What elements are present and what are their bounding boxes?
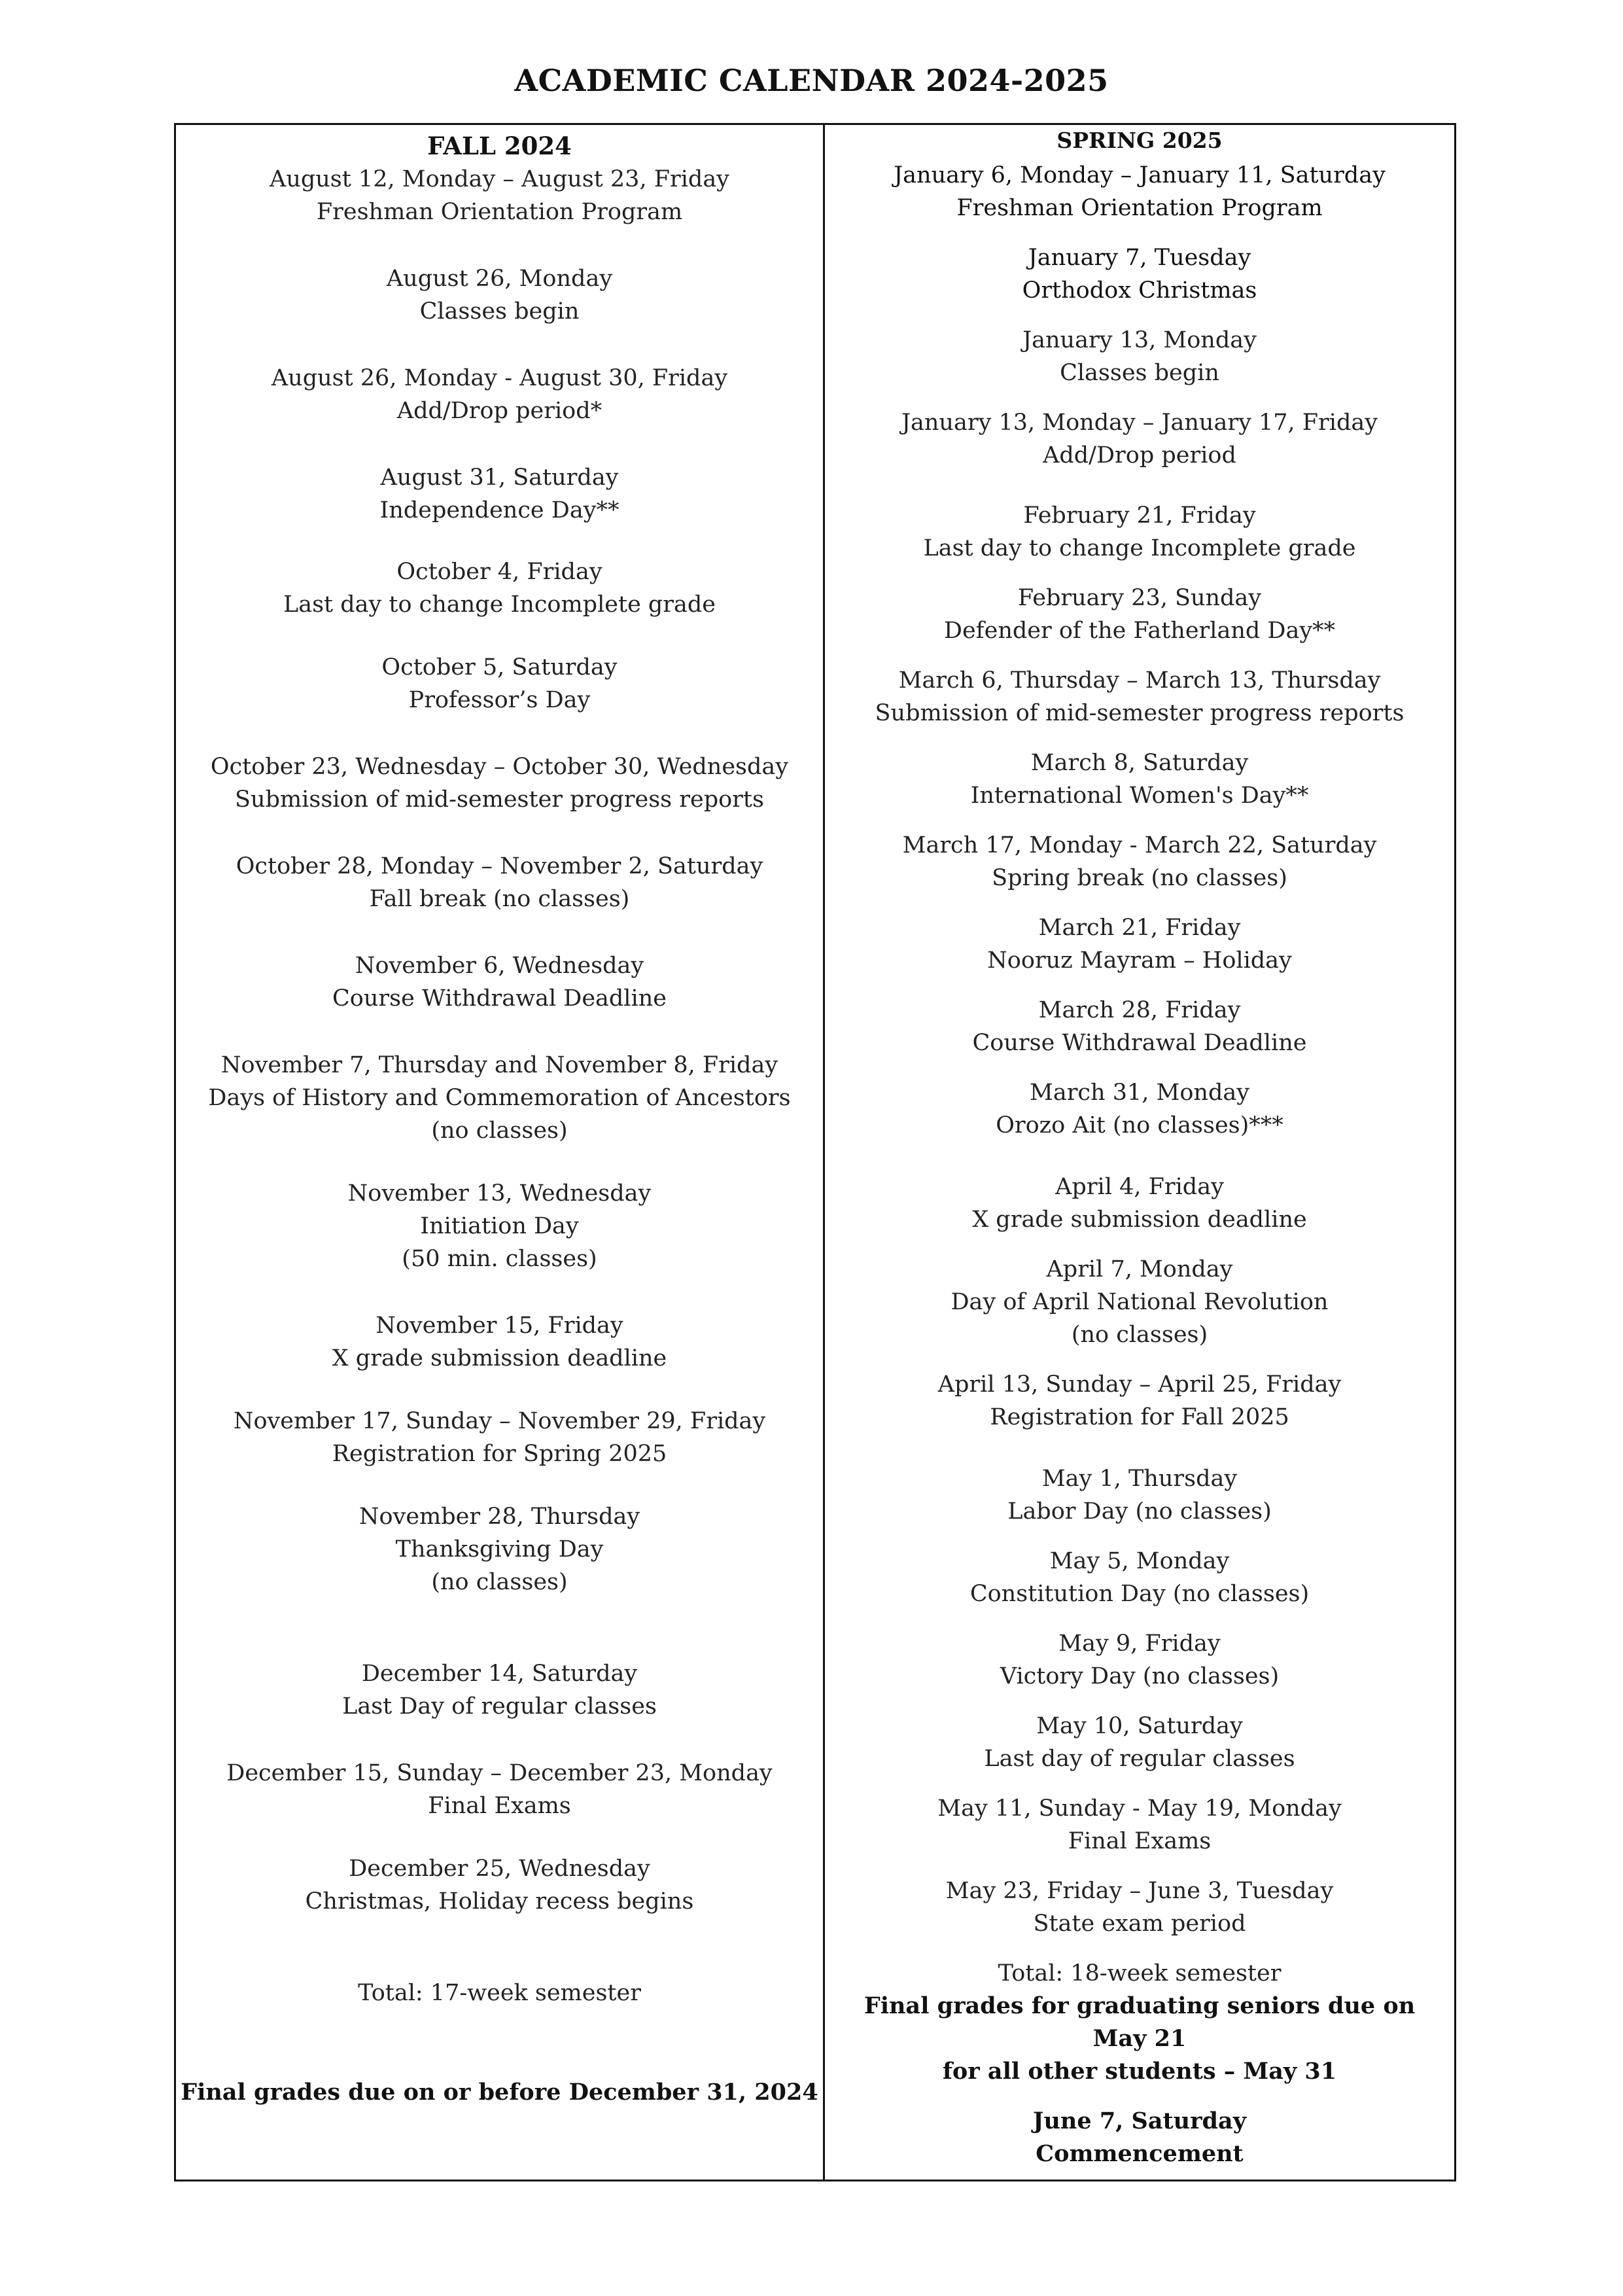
spring-event-label: International Women's Day** [970,783,1309,809]
spring-event-date: March 28, Friday [1038,997,1241,1023]
page-title: ACADEMIC CALENDAR 2024-2025 [514,63,1109,98]
fall-event-label: Add/Drop period* [396,398,602,424]
fall-event-date: December 15, Sunday – December 23, Monday [226,1760,773,1786]
spring-final-grades: for all other students – May 31 [942,2058,1337,2085]
spring-event-date: January 13, Monday [1022,327,1257,353]
fall-event-label: X grade submission deadline [332,1345,667,1371]
spring-event-date: May 1, Thursday [1041,1466,1238,1492]
spring-event-label: Freshman Orientation Program [956,195,1323,221]
spring-event-date: April 7, Monday [1046,1256,1233,1282]
fall-event-date: August 26, Monday - August 30, Friday [271,365,728,391]
commencement-date: June 7, Saturday [1032,2108,1247,2134]
commencement-label: Commencement [1036,2140,1244,2167]
spring-event-label: Nooruz Mayram – Holiday [987,947,1292,974]
spring-event-label: Course Withdrawal Deadline [972,1030,1307,1056]
fall-event-date: October 23, Wednesday – October 30, Wednesday [210,754,789,780]
fall-event-label: Professor’s Day [408,687,591,713]
fall-event-date: October 28, Monday – November 2, Saturday [236,853,763,879]
fall-event-label: Final Exams [428,1793,571,1819]
spring-event-label: Constitution Day (no classes) [969,1581,1310,1607]
spring-event-date: March 21, Friday [1038,915,1241,941]
spring-event-label: State exam period [1033,1911,1246,1937]
fall-event-label: (no classes) [431,1118,568,1144]
calendar-table [174,123,1456,2181]
spring-event-date: May 11, Sunday - May 19, Monday [937,1795,1342,1822]
spring-event-date: May 10, Saturday [1036,1713,1243,1739]
fall-final-grades: Final grades due on or before December 31, 2024 [181,2079,818,2106]
spring-event-label: Last day to change Incomplete grade [923,535,1356,561]
spring-event-label: Spring break (no classes) [992,865,1287,891]
spring-event-date: February 21, Friday [1023,503,1256,529]
fall-event-label: Initiation Day [420,1213,579,1239]
fall-event-date: November 6, Wednesday [355,953,644,979]
spring-event-date: May 23, Friday – June 3, Tuesday [945,1878,1334,1904]
fall-event-date: November 28, Thursday [358,1504,640,1530]
fall-event-label: Last day to change Incomplete grade [283,592,716,618]
spring-column [825,125,1454,2180]
spring-event-date: January 6, Monday – January 11, Saturday [894,162,1386,188]
spring-event-label: Final Exams [1068,1828,1212,1854]
spring-event-date: March 17, Monday - March 22, Saturday [902,832,1377,858]
fall-event-date: November 15, Friday [375,1313,623,1339]
fall-event-label: Days of History and Commemoration of Ancestors [208,1085,791,1111]
spring-event-label: Submission of mid-semester progress reports [875,700,1405,726]
spring-event-label: Victory Day (no classes) [1000,1663,1280,1689]
fall-event-date: October 5, Saturday [381,654,618,680]
fall-event-label: Fall break (no classes) [369,886,630,912]
spring-event-date: March 31, Monday [1030,1080,1249,1106]
fall-event-date: December 25, Wednesday [349,1856,650,1882]
fall-column [176,125,823,2180]
spring-event-date: May 5, Monday [1049,1548,1230,1574]
spring-event-label: Classes begin [1060,360,1219,386]
fall-event-date: October 4, Friday [396,559,602,585]
fall-event-date: November 17, Sunday – November 29, Friday [233,1408,766,1434]
fall-event-date: August 31, Saturday [380,465,619,491]
fall-event-label: Classes begin [419,298,580,325]
fall-header: FALL 2024 [427,132,572,160]
spring-event-label: Orthodox Christmas [1022,277,1257,304]
spring-event-label: Last day of regular classes [984,1746,1295,1772]
fall-event-label: (no classes) [431,1569,568,1595]
spring-event-label: X grade submission deadline [972,1207,1307,1233]
spring-event-date: March 8, Saturday [1030,750,1249,776]
spring-event-date: April 4, Friday [1055,1174,1224,1200]
spring-event-date: January 7, Tuesday [1028,245,1251,271]
fall-total: Total: 17-week semester [358,1980,641,2006]
spring-final-grades: Final grades for graduating seniors due on [864,1992,1416,2019]
spring-event-date: May 9, Friday [1058,1631,1221,1657]
spring-event-date: March 6, Thursday – March 13, Thursday [898,667,1381,694]
fall-event-label: Independence Day** [379,497,620,523]
fall-event-label: Course Withdrawal Deadline [332,985,667,1012]
spring-event-label: Labor Day (no classes) [1007,1498,1272,1525]
fall-event-label: Christmas, Holiday recess begins [305,1888,694,1915]
spring-event-date: April 13, Sunday – April 25, Friday [937,1371,1342,1398]
fall-event-label: Submission of mid-semester progress reports [235,786,764,813]
fall-event-date: August 12, Monday – August 23, Friday [270,166,729,192]
fall-event-date: December 14, Saturday [361,1661,638,1687]
spring-header: SPRING 2025 [1056,128,1223,153]
spring-event-date: February 23, Sunday [1017,585,1262,611]
spring-event-label: (no classes) [1071,1322,1208,1348]
fall-event-label: (50 min. classes) [402,1246,597,1272]
spring-final-grades: May 21 [1092,2025,1187,2052]
spring-event-label: Defender of the Fatherland Day** [943,618,1336,644]
spring-event-date: January 13, Monday – January 17, Friday [901,410,1378,436]
spring-event-label: Registration for Fall 2025 [990,1404,1289,1430]
spring-event-label: Day of April National Revolution [951,1289,1329,1315]
fall-event-date: August 26, Monday [386,266,613,292]
fall-event-date: November 7, Thursday and November 8, Friday [220,1052,778,1078]
spring-event-label: Add/Drop period [1043,442,1236,468]
fall-event-label: Registration for Spring 2025 [332,1441,667,1467]
spring-total: Total: 18-week semester [998,1960,1282,1987]
spring-event-label: Orozo Ait (no classes)*** [996,1112,1283,1139]
fall-event-label: Thanksgiving Day [395,1536,604,1563]
fall-event-label: Last Day of regular classes [342,1693,657,1720]
fall-event-date: November 13, Wednesday [347,1180,652,1207]
fall-event-label: Freshman Orientation Program [316,199,683,225]
